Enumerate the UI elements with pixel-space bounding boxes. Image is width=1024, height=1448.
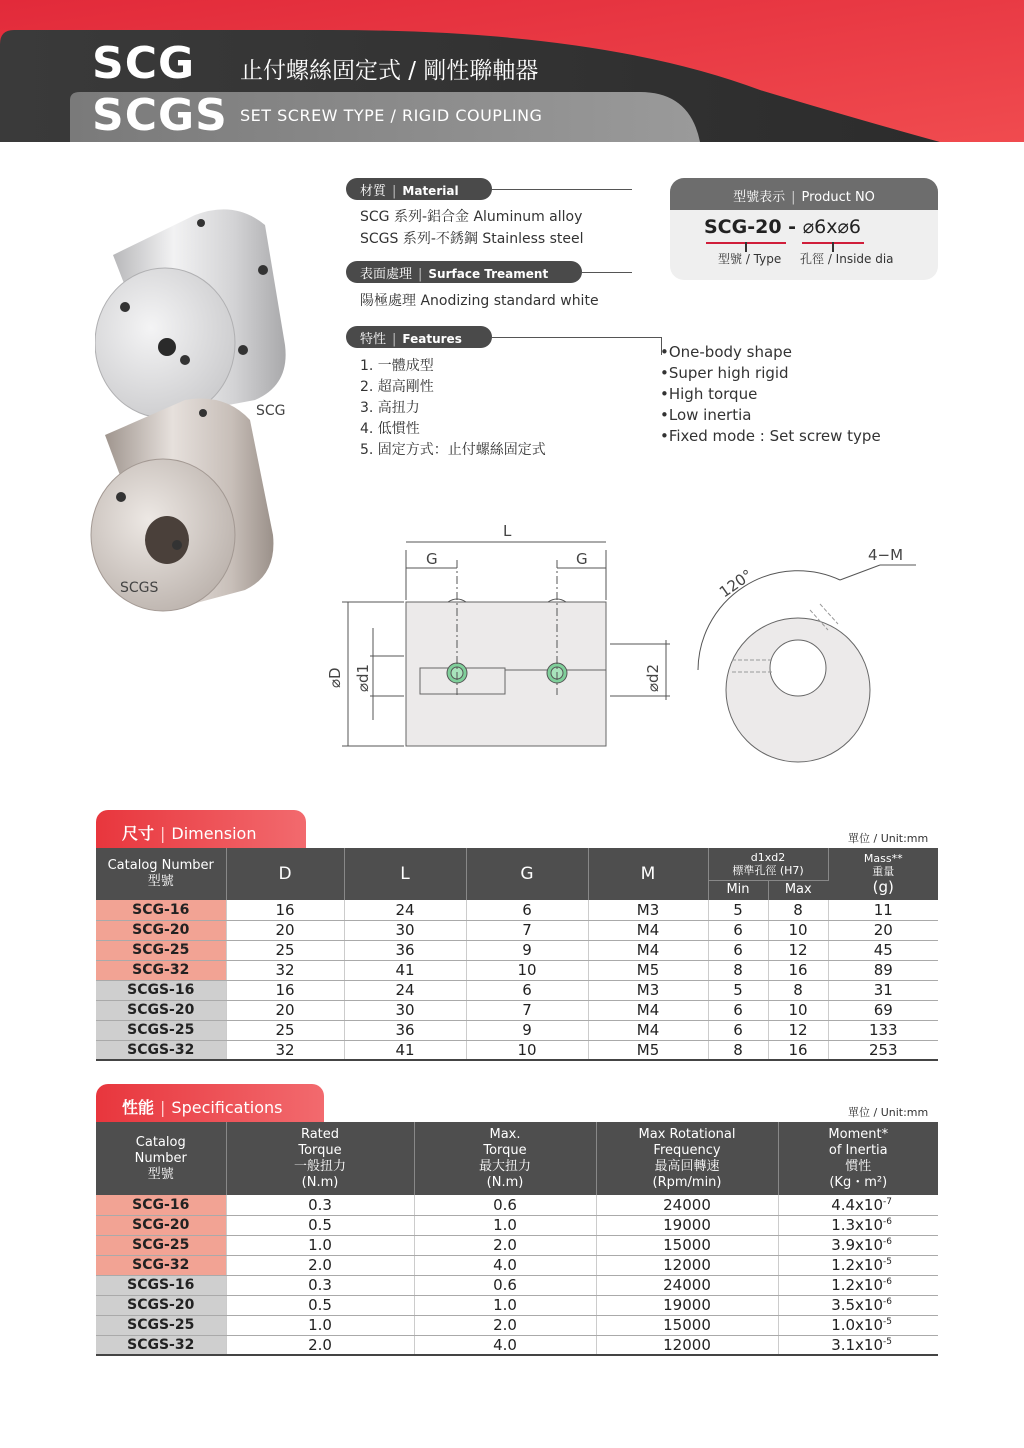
- mass-cell: 69: [828, 1000, 938, 1020]
- model-cell: SCG-25: [96, 940, 226, 960]
- model-cell: SCGS-32: [96, 1335, 226, 1355]
- max-speed-cell: 12000: [596, 1255, 778, 1275]
- d-cell: 20: [226, 1000, 344, 1020]
- inertia-cell: [778, 1275, 938, 1295]
- d-cell: 16: [226, 900, 344, 920]
- dim-d2-label: ⌀d2: [644, 663, 662, 692]
- technical-drawing: [320, 520, 920, 780]
- product-no-header: 型號表示 | Product NO: [670, 178, 938, 210]
- max-torque-cell: 0.6: [414, 1275, 596, 1295]
- material-heading: 材質 | Material: [346, 178, 492, 200]
- g-cell: 7: [466, 920, 588, 940]
- rated-torque-cell: 2.0: [226, 1335, 414, 1355]
- g-cell: 7: [466, 1000, 588, 1020]
- product-no-type-label: 型號 / Type: [718, 252, 782, 266]
- feature-en-5: •Fixed mode : Set screw type: [660, 427, 881, 445]
- bore-min-cell: 8: [708, 960, 768, 980]
- inertia-base: 1.2x10: [831, 1256, 884, 1274]
- inertia-exponent: -5: [883, 1336, 892, 1347]
- model-cell: SCGS-16: [96, 980, 226, 1000]
- d-cell: 25: [226, 940, 344, 960]
- feature-cn-1: 1. 一體成型: [360, 358, 434, 374]
- feature-cn-4: 4. 低慣性: [360, 421, 420, 437]
- feature-en-1: •One-body shape: [660, 343, 792, 361]
- max-speed-cell: 19000: [596, 1215, 778, 1235]
- dim-G-left-label: G: [426, 550, 438, 568]
- inertia-exponent: -6: [883, 1297, 892, 1307]
- feature-en-4: •Low inertia: [660, 406, 752, 424]
- mass-cell: 45: [828, 940, 938, 960]
- col-bore: d1xd2 標準孔徑 (H7): [708, 848, 828, 880]
- dimension-table: [96, 848, 938, 1061]
- max-torque-cell: 4.0: [414, 1335, 596, 1355]
- spec-col-inertia: Moment* of Inertia 慣性 (Kg・m²): [778, 1122, 938, 1195]
- inertia-base: 1.2x10: [831, 1276, 884, 1294]
- inertia-exponent: -6: [883, 1237, 892, 1247]
- l-cell: 30: [344, 920, 466, 940]
- product-no-dia-label: 孔徑 / Inside dia: [800, 252, 894, 266]
- table-row: [96, 1040, 938, 1060]
- angle-label: 120°: [715, 565, 756, 602]
- bore-min-cell: 6: [708, 1000, 768, 1020]
- inertia-cell: [778, 1335, 938, 1355]
- d-cell: 32: [226, 960, 344, 980]
- max-speed-cell: 12000: [596, 1335, 778, 1355]
- product-no-dash: -: [781, 216, 803, 238]
- inertia-base: 1.3x10: [831, 1216, 884, 1234]
- col-catalog: Catalog Number 型號: [96, 848, 226, 900]
- g-cell: 6: [466, 900, 588, 920]
- l-cell: 41: [344, 1040, 466, 1060]
- m-cell: M3: [588, 900, 708, 920]
- material-line-2: SCGS 系列-不銹鋼 Stainless steel: [360, 231, 584, 247]
- bore-max-cell: 16: [768, 960, 828, 980]
- title-english: SET SCREW TYPE / RIGID COUPLING: [240, 106, 543, 125]
- g-cell: 6: [466, 980, 588, 1000]
- bore-max-cell: 12: [768, 940, 828, 960]
- dim-G-right-label: G: [576, 550, 588, 568]
- mass-cell: 133: [828, 1020, 938, 1040]
- bore-min-cell: 6: [708, 940, 768, 960]
- feature-cn-5: 5. 固定方式：止付螺絲固定式: [360, 442, 546, 458]
- table-row: [96, 980, 938, 1000]
- m-cell: M5: [588, 1040, 708, 1060]
- model-cell: SCG-20: [96, 920, 226, 940]
- spec-col-max-torque: Max. Torque 最大扭力 (N.m): [414, 1122, 596, 1195]
- m-cell: M4: [588, 1020, 708, 1040]
- dim-d1-label: ⌀d1: [354, 663, 372, 692]
- inertia-cell: [778, 1255, 938, 1275]
- scgs-photo-label: SCGS: [120, 580, 159, 596]
- table-row: [96, 1315, 938, 1335]
- bore-max-cell: 10: [768, 1000, 828, 1020]
- inertia-exponent: -6: [883, 1217, 892, 1227]
- l-cell: 36: [344, 1020, 466, 1040]
- l-cell: 30: [344, 1000, 466, 1020]
- spec-col-catalog: Catalog Number 型號: [96, 1122, 226, 1195]
- d-cell: 25: [226, 1020, 344, 1040]
- material-label-cn: 材質: [360, 184, 387, 199]
- d-cell: 16: [226, 980, 344, 1000]
- spec-col-rated-torque: Rated Torque 一般扭力 (N.m): [226, 1122, 414, 1195]
- scg-photo: [95, 195, 305, 425]
- product-no-type: SCG-20: [704, 216, 782, 238]
- l-cell: 24: [344, 980, 466, 1000]
- table-row: [96, 960, 938, 980]
- table-row: [96, 1275, 938, 1295]
- m-cell: M4: [588, 1000, 708, 1020]
- model-cell: SCG-32: [96, 1255, 226, 1275]
- inertia-cell: [778, 1235, 938, 1255]
- inertia-base: 3.1x10: [831, 1335, 884, 1354]
- dimension-title: 尺寸 | Dimension: [96, 810, 306, 850]
- col-G: G: [466, 848, 588, 900]
- d-cell: 32: [226, 1040, 344, 1060]
- max-speed-cell: 24000: [596, 1195, 778, 1215]
- mass-cell: 253: [828, 1040, 938, 1060]
- model-cell: SCG-20: [96, 1215, 226, 1235]
- model-cell: SCGS-20: [96, 1295, 226, 1315]
- dimension-title-en: Dimension: [171, 824, 257, 843]
- inertia-cell: [778, 1195, 938, 1215]
- surface-label-en: Surface Treament: [428, 267, 549, 281]
- material-rule: [492, 189, 632, 190]
- max-speed-cell: 15000: [596, 1315, 778, 1335]
- rated-torque-cell: 0.3: [226, 1275, 414, 1295]
- model-cell: SCGS-25: [96, 1020, 226, 1040]
- rated-torque-cell: 1.0: [226, 1315, 414, 1335]
- specifications-title: 性能 | Specifications: [96, 1084, 324, 1124]
- feature-cn-2: 2. 超高剛性: [360, 379, 434, 395]
- model-cell: SCGS-32: [96, 1040, 226, 1060]
- model-cell: SCG-16: [96, 900, 226, 920]
- table-row: [96, 1335, 938, 1355]
- bore-min-cell: 6: [708, 920, 768, 940]
- specifications-title-cn: 性能: [122, 1098, 155, 1117]
- product-no-example: [704, 216, 861, 238]
- features-rule: [492, 337, 662, 338]
- specifications-title-en: Specifications: [171, 1098, 283, 1117]
- table-row: [96, 920, 938, 940]
- g-cell: 10: [466, 1040, 588, 1060]
- mass-cell: 89: [828, 960, 938, 980]
- table-row: [96, 1295, 938, 1315]
- max-torque-cell: 2.0: [414, 1235, 596, 1255]
- features-heading: 特性 | Features: [346, 326, 492, 348]
- max-speed-cell: 19000: [596, 1295, 778, 1315]
- col-M: M: [588, 848, 708, 900]
- col-L: L: [344, 848, 466, 900]
- dimension-unit: 單位 / Unit:mm: [848, 832, 929, 845]
- col-bore-min: Min: [708, 880, 768, 900]
- m-cell: M5: [588, 960, 708, 980]
- inertia-exponent: -7: [883, 1196, 892, 1207]
- model-cell: SCG-25: [96, 1235, 226, 1255]
- title-chinese: 止付螺絲固定式 / 剛性聯軸器: [240, 58, 539, 84]
- surface-label-cn: 表面處理: [360, 267, 413, 282]
- d-cell: 20: [226, 920, 344, 940]
- l-cell: 41: [344, 960, 466, 980]
- surface-line-1: 陽極處理 Anodizing standard white: [360, 293, 599, 309]
- m-cell: M4: [588, 940, 708, 960]
- mass-cell: 11: [828, 900, 938, 920]
- m-cell: M4: [588, 920, 708, 940]
- feature-en-2: •Super high rigid: [660, 364, 789, 382]
- surface-rule: [582, 272, 632, 273]
- series-name-scgs: SCGS: [92, 90, 228, 141]
- table-row: [96, 1255, 938, 1275]
- col-D: D: [226, 848, 344, 900]
- table-row: [96, 1195, 938, 1215]
- g-cell: 10: [466, 960, 588, 980]
- table-row: [96, 1000, 938, 1020]
- model-cell: SCGS-20: [96, 1000, 226, 1020]
- features-label-en: Features: [402, 332, 462, 346]
- max-torque-cell: 4.0: [414, 1255, 596, 1275]
- bore-max-cell: 16: [768, 1040, 828, 1060]
- coupling-side-view: [406, 602, 606, 746]
- rated-torque-cell: 0.5: [226, 1215, 414, 1235]
- max-torque-cell: 2.0: [414, 1315, 596, 1335]
- table-row: [96, 1235, 938, 1255]
- spec-col-max-speed: Max Rotational Frequency 最高回轉速 (Rpm/min): [596, 1122, 778, 1195]
- table-row: [96, 1020, 938, 1040]
- dim-L-label: L: [503, 522, 512, 540]
- product-no-title-en: Product NO: [801, 190, 875, 205]
- inertia-exponent: -6: [883, 1277, 892, 1287]
- feature-cn-3: 3. 高扭力: [360, 400, 420, 416]
- inertia-cell: [778, 1295, 938, 1315]
- max-torque-cell: 0.6: [414, 1195, 596, 1215]
- table-row: [96, 900, 938, 920]
- features-label-cn: 特性: [360, 332, 387, 347]
- bore-min-cell: 5: [708, 980, 768, 1000]
- dim-D-label: ⌀D: [326, 667, 344, 688]
- g-cell: 9: [466, 1020, 588, 1040]
- bore-min-cell: 6: [708, 1020, 768, 1040]
- product-no-box: [670, 178, 938, 280]
- model-cell: SCG-32: [96, 960, 226, 980]
- mass-cell: 31: [828, 980, 938, 1000]
- surface-heading: 表面處理 | Surface Treament: [346, 261, 582, 283]
- header-banner: [0, 0, 1024, 142]
- rated-torque-cell: 0.3: [226, 1195, 414, 1215]
- screw-count-label: 4−M: [868, 546, 904, 564]
- scg-photo-label: SCG: [256, 403, 286, 419]
- inertia-base: 4.4x10: [831, 1195, 884, 1214]
- series-name-scg: SCG: [92, 38, 196, 89]
- rated-torque-cell: 2.0: [226, 1255, 414, 1275]
- dimension-title-cn: 尺寸: [122, 824, 155, 843]
- inertia-cell: [778, 1315, 938, 1335]
- bore-min-cell: 5: [708, 900, 768, 920]
- m-cell: M3: [588, 980, 708, 1000]
- bore-max-cell: 10: [768, 920, 828, 940]
- specifications-table: [96, 1122, 938, 1356]
- scgs-photo: [85, 395, 285, 620]
- bore-max-cell: 8: [768, 980, 828, 1000]
- specifications-unit: 單位 / Unit:mm: [848, 1106, 929, 1119]
- col-mass: Mass** 重量 (g): [828, 848, 938, 900]
- col-bore-max: Max: [768, 880, 828, 900]
- bore-max-cell: 8: [768, 900, 828, 920]
- product-no-diameter: ⌀6x⌀6: [802, 216, 861, 238]
- max-speed-cell: 15000: [596, 1235, 778, 1255]
- max-torque-cell: 1.0: [414, 1295, 596, 1315]
- max-torque-cell: 1.0: [414, 1215, 596, 1235]
- inertia-base: 3.9x10: [831, 1236, 884, 1254]
- model-cell: SCG-16: [96, 1195, 226, 1215]
- model-cell: SCGS-16: [96, 1275, 226, 1295]
- rated-torque-cell: 1.0: [226, 1235, 414, 1255]
- inertia-exponent: -5: [883, 1317, 892, 1327]
- inertia-base: 3.5x10: [831, 1296, 884, 1314]
- material-line-1: SCG 系列-鋁合金 Aluminum alloy: [360, 209, 583, 225]
- rated-torque-cell: 0.5: [226, 1295, 414, 1315]
- product-no-title-cn: 型號表示: [733, 190, 786, 205]
- table-row: [96, 940, 938, 960]
- bore-min-cell: 8: [708, 1040, 768, 1060]
- material-label-en: Material: [402, 184, 459, 198]
- inertia-cell: [778, 1215, 938, 1235]
- g-cell: 9: [466, 940, 588, 960]
- table-row: [96, 1215, 938, 1235]
- l-cell: 36: [344, 940, 466, 960]
- max-speed-cell: 24000: [596, 1275, 778, 1295]
- l-cell: 24: [344, 900, 466, 920]
- inertia-base: 1.0x10: [831, 1316, 884, 1334]
- bore-max-cell: 12: [768, 1020, 828, 1040]
- feature-en-3: •High torque: [660, 385, 758, 403]
- inertia-exponent: -5: [883, 1257, 892, 1267]
- mass-cell: 20: [828, 920, 938, 940]
- model-cell: SCGS-25: [96, 1315, 226, 1335]
